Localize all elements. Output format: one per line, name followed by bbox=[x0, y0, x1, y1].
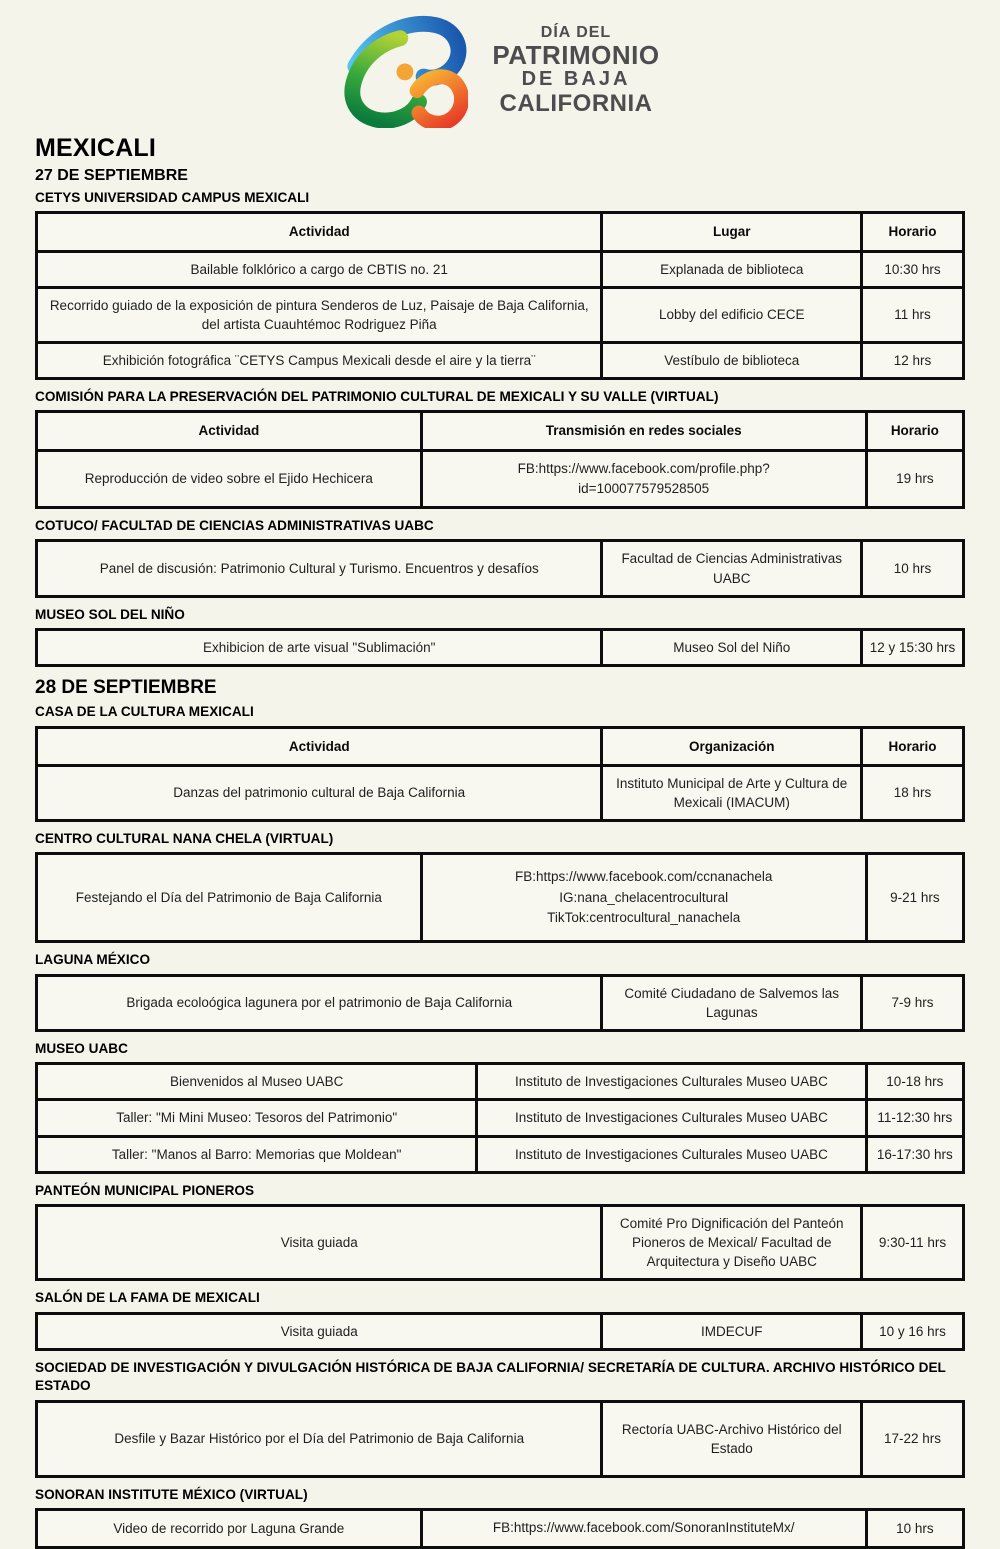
organization-cell: Rectoría UABC-Archivo Histórico del Estado bbox=[602, 1401, 862, 1476]
table-row bbox=[37, 1136, 964, 1172]
sociedad-table bbox=[35, 1400, 965, 1478]
table-header-row bbox=[37, 213, 964, 251]
date-heading-sept28: 28 DE SEPTIEMBRE bbox=[35, 677, 217, 699]
social-links-cell bbox=[421, 854, 866, 942]
table-row bbox=[37, 1313, 964, 1349]
museo-uabc-table bbox=[35, 1062, 965, 1173]
section-title-comision: COMISIÓN PARA LA PRESERVACIÓN DEL PATRIMONIO CULTURAL DE MEXICALI Y SU VALLE (VIRTUAL) bbox=[35, 389, 719, 405]
section-title-museo-sol: MUSEO SOL DEL NIÑO bbox=[35, 606, 185, 622]
activity-cell: Visita guiada bbox=[37, 1313, 602, 1349]
museo-sol-table bbox=[35, 628, 965, 667]
header-cell-horario: Horario bbox=[866, 412, 963, 450]
social-links-cell bbox=[421, 1510, 866, 1547]
place-cell: Vestíbulo de biblioteca bbox=[602, 342, 862, 378]
facebook-link[interactable]: FB:https://www.facebook.com/SonoranInstituteMx/ bbox=[492, 1520, 795, 1536]
activity-cell: Video de recorrido por Laguna Grande bbox=[37, 1510, 422, 1547]
section-museo-sol bbox=[35, 606, 965, 668]
date-heading-sept27: 27 DE SEPTIEMBRE bbox=[35, 167, 188, 184]
table-row bbox=[37, 541, 964, 596]
table-header-row bbox=[37, 727, 964, 765]
comision-table bbox=[35, 410, 965, 509]
section-sonoran bbox=[35, 1486, 965, 1549]
table-row bbox=[37, 975, 964, 1030]
section-title-salon-fama: SALÓN DE LA FAMA DE MEXICALI bbox=[35, 1290, 260, 1306]
header-cell-transmision: Transmisión en redes sociales bbox=[421, 412, 866, 450]
schedule-content bbox=[0, 134, 1000, 1549]
activity-cell: Exhibicion de arte visual "Sublimación" bbox=[37, 630, 602, 666]
section-title-museo-uabc: MUSEO UABC bbox=[35, 1040, 128, 1056]
section-nana-chela bbox=[35, 830, 965, 943]
tiktok-link[interactable]: TikTok:centrocultural_nanachela bbox=[547, 909, 741, 925]
section-title-casa-cultura: CASA DE LA CULTURA MEXICALI bbox=[35, 704, 254, 720]
time-cell: 7-9 hrs bbox=[862, 975, 964, 1030]
header-cell-lugar: Lugar bbox=[602, 213, 862, 251]
organization-cell: Instituto de Investigaciones Culturales Museo UABC bbox=[477, 1136, 866, 1172]
section-comision bbox=[35, 388, 965, 509]
activity-cell: Panel de discusión: Patrimonio Cultural y Turismo. Encuentros y desafíos bbox=[37, 541, 602, 596]
time-cell: 10 hrs bbox=[862, 541, 964, 596]
section-museo-uabc bbox=[35, 1040, 965, 1174]
section-title-sociedad: SOCIEDAD DE INVESTIGACIÓN Y DIVULGACIÓN HISTÓRICA DE BAJA CALIFORNIA/ SECRETARÍA DE CULTURA. ARCHIVO HISTÓRICO DEL ESTADO bbox=[35, 1359, 946, 1394]
activity-cell: Bailable folklórico a cargo de CBTIS no. 21 bbox=[37, 251, 602, 287]
section-salon-fama bbox=[35, 1289, 965, 1351]
time-cell: 10 hrs bbox=[866, 1510, 963, 1547]
place-cell: Facultad de Ciencias Administrativas UABC bbox=[602, 541, 862, 596]
section-title-laguna: LAGUNA MÉXICO bbox=[35, 952, 151, 968]
activity-cell: Reproducción de video sobre el Ejido Hechicera bbox=[37, 450, 422, 508]
table-row bbox=[37, 1510, 964, 1547]
table-row bbox=[37, 630, 964, 666]
sonoran-table bbox=[35, 1508, 965, 1548]
section-title-cotuco: COTUCO/ FACULTAD DE CIENCIAS ADMINISTRATIVAS UABC bbox=[35, 518, 434, 534]
table-row bbox=[37, 1206, 964, 1280]
section-cotuco bbox=[35, 517, 965, 598]
section-title-cetys: CETYS UNIVERSIDAD CAMPUS MEXICALI bbox=[35, 190, 310, 205]
activity-cell: Desfile y Bazar Histórico por el Día del Patrimonio de Baja California bbox=[37, 1401, 602, 1476]
event-wordmark bbox=[492, 24, 659, 117]
facebook-link-id[interactable]: id=100077579528505 bbox=[578, 480, 710, 496]
nana-chela-table bbox=[35, 852, 965, 943]
section-title-sonoran: SONORAN INSTITUTE MÉXICO (VIRTUAL) bbox=[35, 1486, 308, 1502]
casa-cultura-table bbox=[35, 726, 965, 822]
time-cell: 10 y 16 hrs bbox=[862, 1313, 964, 1349]
table-row bbox=[37, 854, 964, 942]
activity-cell: Recorrido guiado de la exposición de pintura Senderos de Luz, Paisaje de Baja California, del artista Cuauhtémoc Rodriguez Piña bbox=[37, 287, 602, 342]
section-panteon bbox=[35, 1182, 965, 1282]
salon-fama-table bbox=[35, 1312, 965, 1351]
section-title-nana-chela: CENTRO CULTURAL NANA CHELA (VIRTUAL) bbox=[35, 831, 334, 847]
section-casa-cultura bbox=[35, 703, 965, 822]
facebook-link[interactable]: FB:https://www.facebook.com/profile.php? bbox=[517, 460, 770, 476]
time-cell: 9:30-11 hrs bbox=[862, 1206, 964, 1280]
organization-cell: Comité Ciudadano de Salvemos las Lagunas bbox=[602, 975, 862, 1030]
table-row bbox=[37, 251, 964, 287]
time-cell: 10-18 hrs bbox=[866, 1064, 963, 1100]
header-cell-horario: Horario bbox=[862, 213, 964, 251]
organization-cell: Instituto de Investigaciones Culturales Museo UABC bbox=[477, 1100, 866, 1136]
table-row bbox=[37, 765, 964, 820]
section-laguna bbox=[35, 951, 965, 1032]
facebook-link[interactable]: FB:https://www.facebook.com/ccnanachela bbox=[514, 869, 773, 885]
time-cell: 19 hrs bbox=[866, 450, 963, 508]
section-sociedad bbox=[35, 1359, 965, 1478]
organization-cell: Comité Pro Dignificación del Panteón Pioneros de Mexical/ Facultad de Arquitectura y Diseño UABC bbox=[602, 1206, 862, 1280]
header-cell-actividad: Actividad bbox=[37, 727, 602, 765]
activity-cell: Brigada ecoloógica lagunera por el patrimonio de Baja California bbox=[37, 975, 602, 1030]
activity-cell: Bienvenidos al Museo UABC bbox=[37, 1064, 477, 1100]
place-cell: Museo Sol del Niño bbox=[602, 630, 862, 666]
event-header bbox=[0, 0, 1000, 128]
time-cell: 16-17:30 hrs bbox=[866, 1136, 963, 1172]
activity-cell: Taller: "Manos al Barro: Memorias que Moldean" bbox=[37, 1136, 477, 1172]
header-cell-organizacion: Organización bbox=[602, 727, 862, 765]
time-cell: 9-21 hrs bbox=[866, 854, 963, 942]
table-header-row bbox=[37, 412, 964, 450]
header-cell-actividad: Actividad bbox=[37, 213, 602, 251]
header-cell-actividad: Actividad bbox=[37, 412, 422, 450]
section-title-panteon: PANTEÓN MUNICIPAL PIONEROS bbox=[35, 1182, 255, 1198]
panteon-table bbox=[35, 1204, 965, 1281]
table-row bbox=[37, 1100, 964, 1136]
table-row bbox=[37, 1064, 964, 1100]
cotuco-table bbox=[35, 539, 965, 597]
time-cell: 12 y 15:30 hrs bbox=[862, 630, 964, 666]
instagram-link[interactable]: IG:nana_chelacentrocultural bbox=[559, 889, 729, 905]
activity-cell: Exhibición fotográfica ¨CETYS Campus Mexicali desde el aire y la tierra¨ bbox=[37, 342, 602, 378]
header-cell-horario: Horario bbox=[862, 727, 964, 765]
organization-cell: Instituto Municipal de Arte y Cultura de Mexicali (IMACUM) bbox=[602, 765, 862, 820]
time-cell: 11 hrs bbox=[862, 287, 964, 342]
place-cell: Explanada de biblioteca bbox=[602, 251, 862, 287]
activity-cell: Danzas del patrimonio cultural de Baja California bbox=[37, 765, 602, 820]
social-links-cell bbox=[421, 450, 866, 508]
wordmark-line-1: DÍA DEL bbox=[540, 23, 612, 41]
wordmark-line-4: CALIFORNIA bbox=[499, 89, 653, 117]
time-cell: 12 hrs bbox=[862, 342, 964, 378]
table-row bbox=[37, 450, 964, 508]
wordmark-line-2: PATRIMONIO bbox=[492, 39, 660, 70]
activity-cell: Taller: "Mi Mini Museo: Tesoros del Patrimonio" bbox=[37, 1100, 477, 1136]
place-cell: Lobby del edificio CECE bbox=[602, 287, 862, 342]
table-row bbox=[37, 342, 964, 378]
laguna-table bbox=[35, 974, 965, 1032]
organization-cell: Instituto de Investigaciones Culturales Museo UABC bbox=[477, 1064, 866, 1100]
cetys-table bbox=[35, 211, 965, 380]
time-cell: 11-12:30 hrs bbox=[866, 1100, 963, 1136]
table-row bbox=[37, 1401, 964, 1476]
logo-center-dot bbox=[397, 63, 414, 80]
time-cell: 17-22 hrs bbox=[862, 1401, 964, 1476]
section-cetys bbox=[35, 189, 965, 380]
organization-cell: IMDECUF bbox=[602, 1313, 862, 1349]
time-cell: 18 hrs bbox=[862, 765, 964, 820]
patrimonio-day-logo-icon bbox=[340, 12, 468, 128]
table-row bbox=[37, 287, 964, 342]
time-cell: 10:30 hrs bbox=[862, 251, 964, 287]
wordmark-line-3: DE BAJA bbox=[521, 67, 631, 90]
activity-cell: Festejando el Día del Patrimonio de Baja California bbox=[37, 854, 422, 942]
city-title: MEXICALI bbox=[35, 134, 157, 162]
activity-cell: Visita guiada bbox=[37, 1206, 602, 1280]
